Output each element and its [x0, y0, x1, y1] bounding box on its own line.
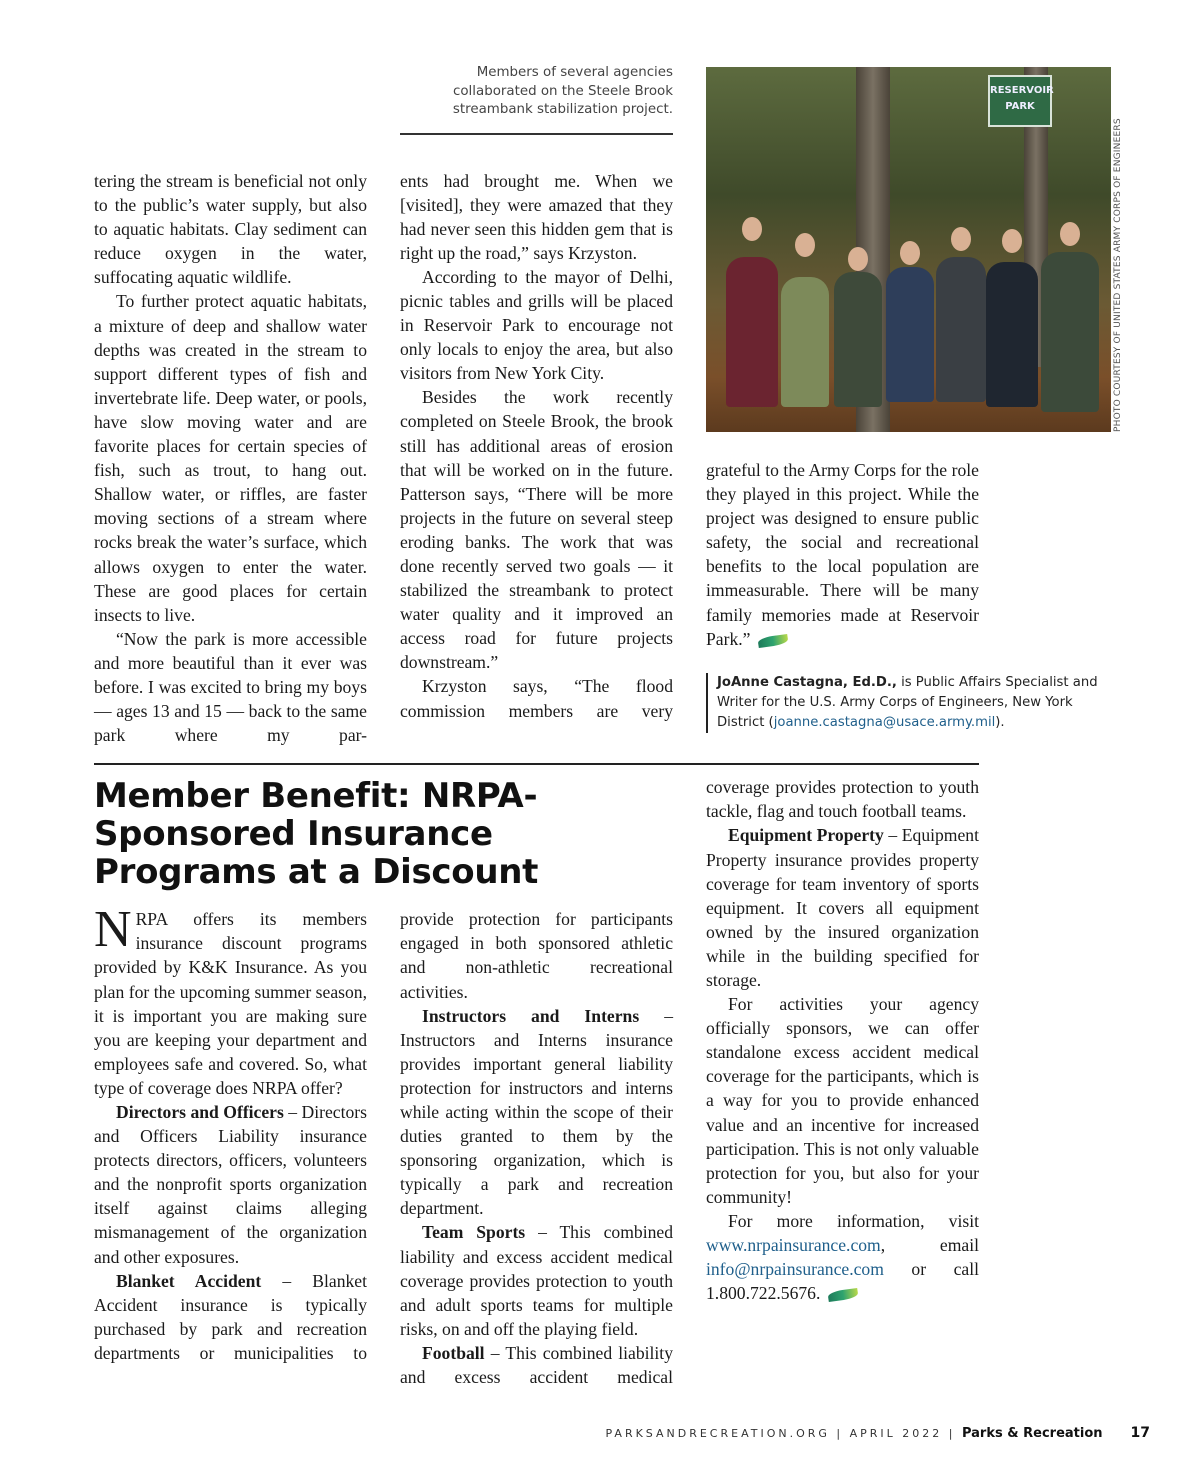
paragraph: [94, 1100, 367, 1269]
article1-column-2: [400, 169, 673, 723]
paragraph: [400, 265, 673, 385]
caption-rule: [400, 133, 673, 135]
paragraph: [706, 823, 979, 992]
paragraph-text: coverage provides protection to youth tackle, flag and touch football teams.: [706, 777, 979, 822]
paragraph-text: grateful to the Army Corps for the role they played in this project. While the project was designed to ensure public safety, the social and recreational benefits to the local population are immeasurable. There will be many family memories made at Reservoir Park.”: [706, 460, 979, 649]
footer-magazine: Parks & Recreation: [961, 1426, 1103, 1442]
paragraph: [400, 385, 673, 674]
person: [886, 267, 934, 402]
paragraph-text: To further protect aquatic habitats, a mixture of deep and shallow water depths was created in the stream to support different types of fish and invertebrate life. Deep water, or pools, have slow moving water and are favorite places for certain species of fish, such as trout, to hang out. Shallow water, or riffles, are faster moving sections of a stream where rocks break the water’s surface, which allows oxygen to enter the water. These are good places for certain insects to live.: [94, 291, 367, 625]
paragraph-text: Krzyston says, “The flood commission members are very: [400, 676, 673, 721]
run-in-heading: Blanket Accident: [116, 1270, 262, 1291]
run-in-heading: Team Sports: [422, 1222, 526, 1243]
paragraph: [400, 1220, 673, 1340]
article1-column-3-wrapper: [706, 64, 1123, 733]
footer-site: PARKSANDRECREATION.ORG | APRIL 2022 |: [605, 1427, 956, 1441]
paragraph: [400, 1004, 673, 1221]
page-footer: [94, 1425, 1150, 1471]
author-name: JoAnne Castagna, Ed.D.,: [717, 674, 897, 690]
sign-text: RESERVOIR: [990, 85, 1054, 96]
paragraph-text: – Blanket Accident insurance is typically purchased by park and recreation departments or municipalities to: [94, 1270, 367, 1363]
article2-column-1: [94, 901, 367, 1365]
person-head: [848, 247, 868, 271]
author-email-link[interactable]: joanne.castagna@usace.army.mil: [773, 714, 996, 730]
paragraph-text: – Equipment Property insurance provides property coverage for team inventory of sports equipment. It covers all equipment owned by the insured organization while in the building specified for storage.: [706, 825, 979, 990]
paragraph: [400, 907, 673, 1003]
person: [781, 277, 829, 407]
page-content: [94, 0, 1123, 1389]
article1-column-1: [94, 64, 367, 747]
run-in-heading: Football: [422, 1342, 485, 1363]
paragraph-text: or call 1.800.722.5676.: [706, 1259, 979, 1304]
paragraph-text: – This combined liability and excess accident medical coverage provides protection to youth and adult sports teams for multiple risks, on and off the playing field.: [400, 1222, 673, 1339]
person-head: [742, 217, 762, 241]
paragraph: [94, 901, 367, 1100]
reservoir-park-sign: [988, 75, 1052, 127]
paragraph-text: , email: [880, 1235, 979, 1256]
author-bio-end: ).: [995, 714, 1005, 730]
paragraph: [400, 1341, 673, 1389]
person: [834, 272, 882, 407]
photo-credit: PHOTO COURTESY OF UNITED STATES ARMY CORPS OF ENGINEERS: [1113, 118, 1123, 432]
leaf-end-mark-icon: [828, 1288, 859, 1302]
link[interactable]: info@nrpainsurance.com: [706, 1259, 884, 1280]
paragraph: [706, 1209, 979, 1305]
paragraph-text: – Directors and Officers Liability insurance protects directors, officers, volunteers and the nonprofit sports organization itself against claims alleging mismanagement of the organization and other exposures.: [94, 1102, 367, 1267]
paragraph-text: RPA offers its members insurance discount programs provided by K&K Insurance. As you plan for the upcoming summer season, it is important you are making sure you are keeping your department and employees safe and covered. So, what type of coverage does NRPA offer?: [94, 909, 367, 1098]
paragraph-text: Besides the work recently completed on Steele Brook, the brook still has additional areas of erosion that will be worked on in the future. Patterson says, “There will be more projects in the future on several steep eroding banks. The work that was done recently served two goals — it stabilized the streambank to protect water quality and it improved an access road for future projects downstream.”: [400, 387, 673, 673]
paragraph: [94, 169, 367, 289]
article2: [94, 775, 979, 1389]
paragraph-text: ents had brought me. When we [visited], they were amazed that they had never seen this hidden gem that is right up the road,” says Krzyston.: [400, 170, 673, 263]
paragraph: [94, 1269, 367, 1365]
group-photo: [706, 67, 1111, 432]
author-bio: [706, 673, 1116, 733]
paragraph-text: According to the mayor of Delhi, picnic tables and grills will be placed in Reservoir Park to encourage not only locals to enjoy the area, but also visitors from New York City.: [400, 266, 673, 384]
drop-cap: N: [94, 901, 132, 959]
paragraph: [94, 289, 367, 626]
person: [986, 262, 1038, 407]
footer-text: [605, 1426, 1102, 1441]
paragraph-text: provide protection for participants engaged in both sponsored athletic and non-athletic recreational activities.: [400, 909, 673, 1002]
leaf-end-mark-icon: [758, 634, 789, 648]
person-head: [951, 227, 971, 251]
paragraph-text: For activities your agency officially sponsors, we can offer standalone excess accident medical coverage for the participants, which is a way for you to provide enhanced value and an incentive for increased participation. This is not only valuable protection for you, but also for your community!: [706, 994, 979, 1207]
run-in-heading: Equipment Property: [728, 825, 884, 846]
person: [936, 257, 986, 402]
paragraph-text: – This combined liability and excess accident medical: [400, 1342, 673, 1388]
paragraph-text: tering the stream is beneficial not only to the public’s water supply, but also to aquatic habitats. Clay sediment can reduce oxygen in the water, suffocating aquatic wildlife.: [94, 171, 367, 288]
article2-column-2: [400, 907, 673, 1389]
person: [726, 257, 778, 407]
person-head: [1002, 229, 1022, 253]
paragraph-text: “Now the park is more accessible and more beautiful than it ever was before. I was excited to bring my boys — ages 13 and 15 — back to the same park where my par-: [94, 628, 367, 746]
article1-column-3: [706, 458, 979, 651]
sign-text: PARK: [1005, 101, 1035, 112]
article1-column-2-wrapper: [400, 64, 673, 723]
photo-caption: Members of several agencies collaborated on the Steele Brook streambank stabilization project.: [452, 65, 673, 117]
run-in-heading: Instructors and Interns: [422, 1005, 640, 1026]
page-number: 17: [1130, 1425, 1150, 1442]
paragraph: [94, 627, 367, 747]
article2-column-3: [706, 775, 979, 1305]
paragraph: [706, 992, 979, 1209]
author-bio-text: is Public Affairs Specialist and Writer for the U.S. Army Corps of Engineers, New York District (: [717, 674, 1098, 730]
section-rule: [94, 763, 979, 765]
article1: [94, 64, 1123, 747]
person-head: [900, 241, 920, 265]
paragraph: [400, 169, 673, 265]
link[interactable]: www.nrpainsurance.com: [706, 1235, 881, 1256]
person-head: [1060, 222, 1080, 246]
paragraph: [400, 674, 673, 722]
run-in-heading: Directors and Officers: [116, 1102, 284, 1122]
photo-box: [706, 67, 1123, 432]
paragraph: [706, 775, 979, 823]
paragraph-text: For more information, visit: [728, 1210, 979, 1231]
paragraph-text: – Instructors and Interns insurance provides important general liability protection for instructors and interns while acting within the scope of their duties granted to them by the sponsoring organization, which is typically a park and recreation department.: [400, 1005, 673, 1219]
person-head: [795, 233, 815, 257]
paragraph: [706, 458, 979, 651]
person: [1041, 252, 1099, 412]
article-headline: Member Benefit: NRPA-Sponsored Insurance Programs at a Discount: [94, 776, 539, 893]
